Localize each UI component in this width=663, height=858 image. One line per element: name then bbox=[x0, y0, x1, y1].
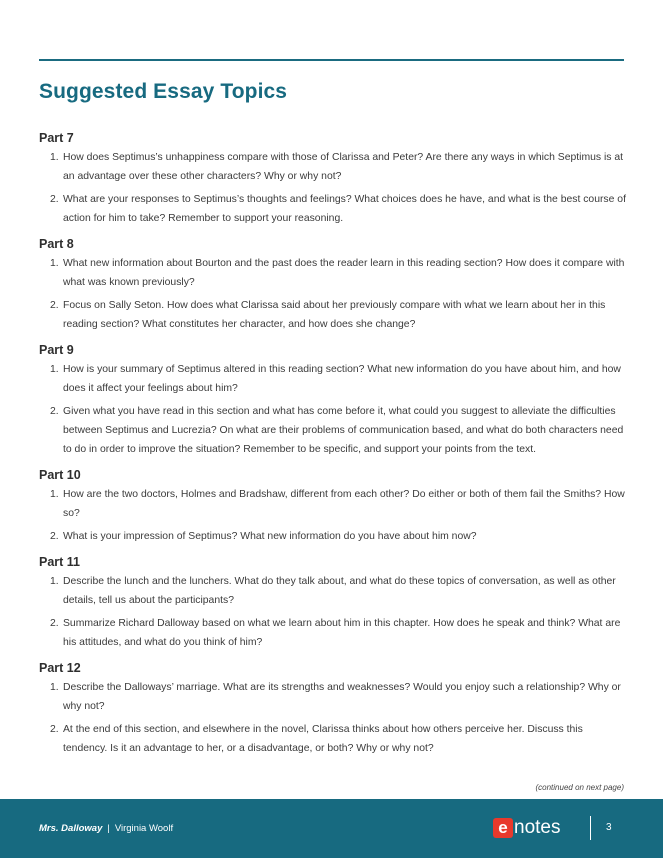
question-item bbox=[39, 614, 629, 656]
question-item bbox=[39, 296, 629, 338]
part-heading: Part 9 bbox=[39, 343, 74, 357]
question-number: 1. bbox=[50, 682, 59, 693]
question-number: 1. bbox=[50, 489, 59, 500]
book-author: Virginia Woolf bbox=[114, 823, 174, 834]
question-list bbox=[39, 360, 629, 463]
question-text: Summarize Richard Dalloway based on what we learn about him in this chapter. How does he speak and think? What are his attitudes, and what do you think of him? bbox=[63, 618, 621, 648]
page-title: Suggested Essay Topics bbox=[39, 80, 288, 103]
page-footer bbox=[0, 799, 663, 858]
question-number: 2. bbox=[50, 300, 59, 311]
logo-wordmark: notes bbox=[514, 817, 561, 838]
question-text: What are your responses to Septimus’s thoughts and feelings? What choices does he have, and what is the best course of action for him to take? Remember to support your reasoning. bbox=[63, 194, 626, 224]
question-number: 2. bbox=[50, 406, 59, 417]
question-list bbox=[39, 572, 629, 656]
part-section bbox=[39, 658, 629, 762]
continued-note: (continued on next page) bbox=[535, 783, 624, 792]
footer-separator: | bbox=[107, 823, 110, 834]
question-text: Focus on Sally Seton. How does what Clarissa said about her previously compare with what we learn about her in this reading section? What constitutes her character, and how does she change? bbox=[63, 300, 606, 330]
question-item bbox=[39, 527, 629, 550]
part-heading: Part 11 bbox=[39, 555, 81, 569]
question-item bbox=[39, 148, 629, 190]
question-item bbox=[39, 190, 629, 232]
part-section bbox=[39, 128, 629, 232]
question-item bbox=[39, 402, 629, 463]
part-heading: Part 12 bbox=[39, 661, 81, 675]
question-text: Describe the lunch and the lunchers. What do they talk about, and what do these topics of conversation, as well as other details, tell us about the participants? bbox=[63, 576, 616, 606]
book-title: Mrs. Dalloway bbox=[39, 823, 103, 834]
question-item bbox=[39, 485, 629, 527]
enotes-logo[interactable] bbox=[493, 818, 560, 840]
question-list bbox=[39, 485, 629, 550]
part-heading: Part 10 bbox=[39, 468, 81, 482]
part-section bbox=[39, 552, 629, 656]
footer-divider bbox=[590, 816, 591, 840]
question-text: How are the two doctors, Holmes and Bradshaw, different from each other? Do either or both of them fail the Smiths? How so? bbox=[63, 489, 625, 519]
logo-e-mark: e bbox=[493, 818, 513, 838]
part-section bbox=[39, 465, 629, 550]
header-rule bbox=[39, 59, 624, 61]
question-text: How does Septimus’s unhappiness compare with those of Clarissa and Peter? Are there any ways in which Septimus is at an advantage over these other characters? Why or why not? bbox=[63, 152, 624, 182]
question-item bbox=[39, 572, 629, 614]
question-text: At the end of this section, and elsewhere in the novel, Clarissa thinks about how others perceive her. Discuss this tendency. Is it an advantage to her, or a disadvantage, or both? Why or why not? bbox=[63, 724, 583, 754]
part-section bbox=[39, 340, 629, 463]
question-text: What is your impression of Septimus? What new information do you have about him now? bbox=[63, 531, 477, 542]
question-number: 1. bbox=[50, 258, 59, 269]
question-number: 2. bbox=[50, 618, 59, 629]
part-section bbox=[39, 234, 629, 338]
question-list bbox=[39, 148, 629, 232]
question-item bbox=[39, 254, 629, 296]
question-item bbox=[39, 678, 629, 720]
question-number: 2. bbox=[50, 194, 59, 205]
question-number: 1. bbox=[50, 152, 59, 163]
question-number: 2. bbox=[50, 531, 59, 542]
question-number: 1. bbox=[50, 576, 59, 587]
part-heading: Part 8 bbox=[39, 237, 74, 251]
question-text: How is your summary of Septimus altered in this reading section? What new information do you have about him, and how does it affect your feelings about him? bbox=[63, 364, 621, 394]
question-text: Describe the Dalloways’ marriage. What are its strengths and weaknesses? Would you enjoy such a relationship? Why or why not? bbox=[63, 682, 621, 712]
part-heading: Part 7 bbox=[39, 131, 74, 145]
question-list bbox=[39, 254, 629, 338]
essay-topics bbox=[39, 128, 629, 762]
question-item bbox=[39, 720, 629, 762]
question-item bbox=[39, 360, 629, 402]
question-number: 2. bbox=[50, 724, 59, 735]
question-text: What new information about Bourton and the past does the reader learn in this reading section? How does it compare with what was known previously? bbox=[63, 258, 625, 288]
book-citation bbox=[39, 823, 173, 834]
question-list bbox=[39, 678, 629, 762]
question-number: 1. bbox=[50, 364, 59, 375]
question-text: Given what you have read in this section and what has come before it, what could you suggest to alleviate the difficulties between Septimus and Lucrezia? On what are their problems of communication based, and what do both characters need to do in order to improve the situation? Remember to be specific, and support your points from the text. bbox=[63, 406, 624, 455]
page-number: 3 bbox=[606, 822, 612, 833]
